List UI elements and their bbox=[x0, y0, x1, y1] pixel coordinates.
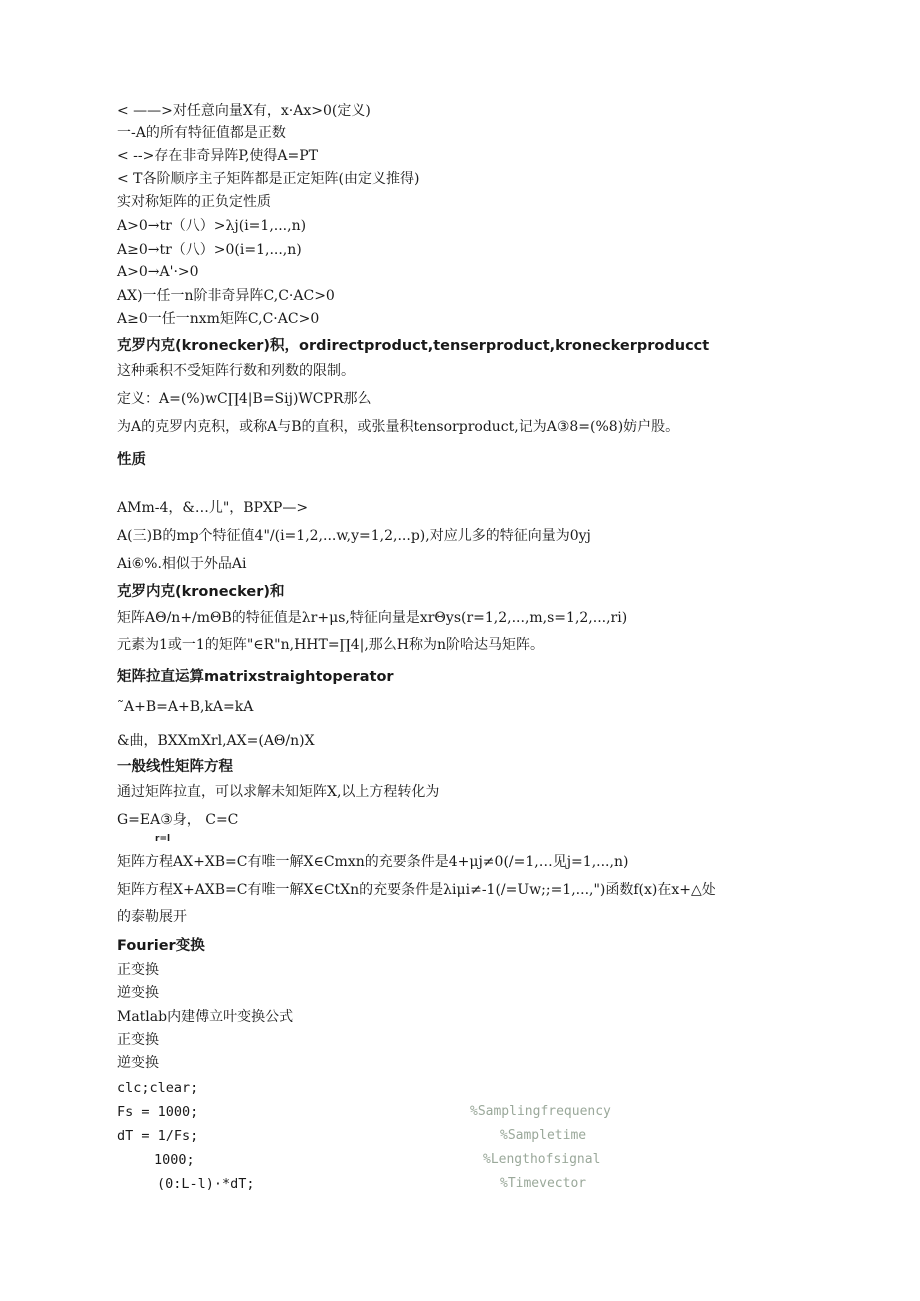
subscript-note: r=l bbox=[155, 834, 171, 844]
text-line-9: AX)一任一n阶非奇异阵C,C·AC>0 bbox=[117, 288, 335, 304]
text-line-37: 逆变换 bbox=[117, 1055, 159, 1071]
code-line-5: (0:L-l)·*dT; bbox=[157, 1176, 255, 1192]
code-comment-2: %Sampletime bbox=[500, 1128, 587, 1143]
code-line-3: dT = 1/Fs; bbox=[117, 1128, 199, 1144]
text-line-12: 这种乘积不受矩阵行数和列数的限制。 bbox=[117, 363, 355, 379]
text-line-4: < T各阶顺序主子矩阵都是正定矩阵(由定义推得) bbox=[117, 171, 420, 187]
text-line-36: 正变换 bbox=[117, 1032, 159, 1048]
text-line-26: 通过矩阵拉直，可以求解未知矩阵X,以上方程转化为 bbox=[117, 784, 440, 800]
text-line-16: AMm-4，&…儿"，BPXP—> bbox=[117, 500, 309, 516]
text-line-8: A>0→A'·>0 bbox=[117, 264, 199, 280]
code-line-4: 1000; bbox=[154, 1152, 195, 1168]
text-line-2: 一-A的所有特征值都是正数 bbox=[117, 125, 286, 141]
code-comment-4: %Timevector bbox=[500, 1176, 587, 1191]
section-heading-properties: 性质 bbox=[117, 452, 146, 468]
section-heading-linear-matrix-equation: 一般线性矩阵方程 bbox=[117, 759, 233, 775]
text-line-10: A≥0一任一nxm矩阵C,C·AC>0 bbox=[117, 311, 320, 327]
text-line-1: < ——>对任意向量X有，x·Ax>0(定义) bbox=[117, 103, 371, 119]
text-line-29: 矩阵方程AX+XB=C有唯一解X∈Cmxn的充要条件是4+μj≠0(/=1,…见j=1,...,n) bbox=[117, 854, 629, 870]
code-line-1: clc;clear; bbox=[117, 1080, 199, 1096]
text-line-7: A≥0→tr（八）>0(i=1,...,n) bbox=[117, 242, 302, 258]
text-line-33: 正变换 bbox=[117, 962, 159, 978]
text-line-31: 的泰勒展开 bbox=[117, 909, 187, 925]
section-heading-straight-operator: 矩阵拉直运算matrixstraightoperator bbox=[117, 669, 394, 685]
text-line-6: A>0→tr（八）>λj(i=1,...,n) bbox=[117, 218, 307, 234]
text-line-24: &曲，BXXmXrl,AX=(AΘ/n)X bbox=[117, 733, 315, 749]
text-line-14: 为A的克罗内克积，或称A与B的直积，或张量积tensorproduct,记为A③8=(%8)妨户股。 bbox=[117, 419, 680, 435]
text-line-3: < -->存在非奇异阵P,使得A=PT bbox=[117, 148, 319, 164]
section-heading-kronecker-product: 克罗内克(kronecker)积，ordirectproduct,tenserproduct,kroneckerproducct bbox=[117, 338, 710, 354]
section-heading-fourier: Fourier变换 bbox=[117, 938, 205, 954]
text-line-13: 定义：A=(%)wC∏4|B=Sij)WCPR那么 bbox=[117, 391, 372, 407]
text-line-21: 元素为1或一1的矩阵"∈R"n,HHT=∏4|,那么H称为n阶哈达马矩阵。 bbox=[117, 637, 544, 653]
text-line-18: Ai⑥%.相似于外品Ai bbox=[117, 556, 247, 572]
text-line-20: 矩阵AΘ/n+/mΘB的特征值是λr+μs,特征向量是xrΘys(r=1,2,...,m,s=1,2,...,ri) bbox=[117, 610, 628, 626]
text-line-17: A(三)B的mp个特征值4"/(i=1,2,...w,y=1,2,...p),对应儿多的特征向量为0yj bbox=[117, 528, 591, 544]
code-comment-1: %Samplingfrequency bbox=[470, 1104, 611, 1119]
code-line-2: Fs = 1000; bbox=[117, 1104, 199, 1120]
text-line-23: ˜A+B=A+B,kA=kA bbox=[117, 699, 254, 715]
text-line-27: G=EA③身， C=C bbox=[117, 812, 239, 828]
text-line-5: 实对称矩阵的正负定性质 bbox=[117, 194, 271, 210]
code-comment-3: %Lengthofsignal bbox=[483, 1152, 601, 1167]
text-line-35: Matlab内建傅立叶变换公式 bbox=[117, 1009, 294, 1025]
text-line-34: 逆变换 bbox=[117, 985, 159, 1001]
section-heading-kronecker-sum: 克罗内克(kronecker)和 bbox=[117, 584, 285, 600]
text-line-30: 矩阵方程X+AXB=C有唯一解X∈CtXn的充要条件是λiμi≠-1(/=Uw;;=1,...,")函数f(x)在x+△处 bbox=[117, 882, 716, 898]
